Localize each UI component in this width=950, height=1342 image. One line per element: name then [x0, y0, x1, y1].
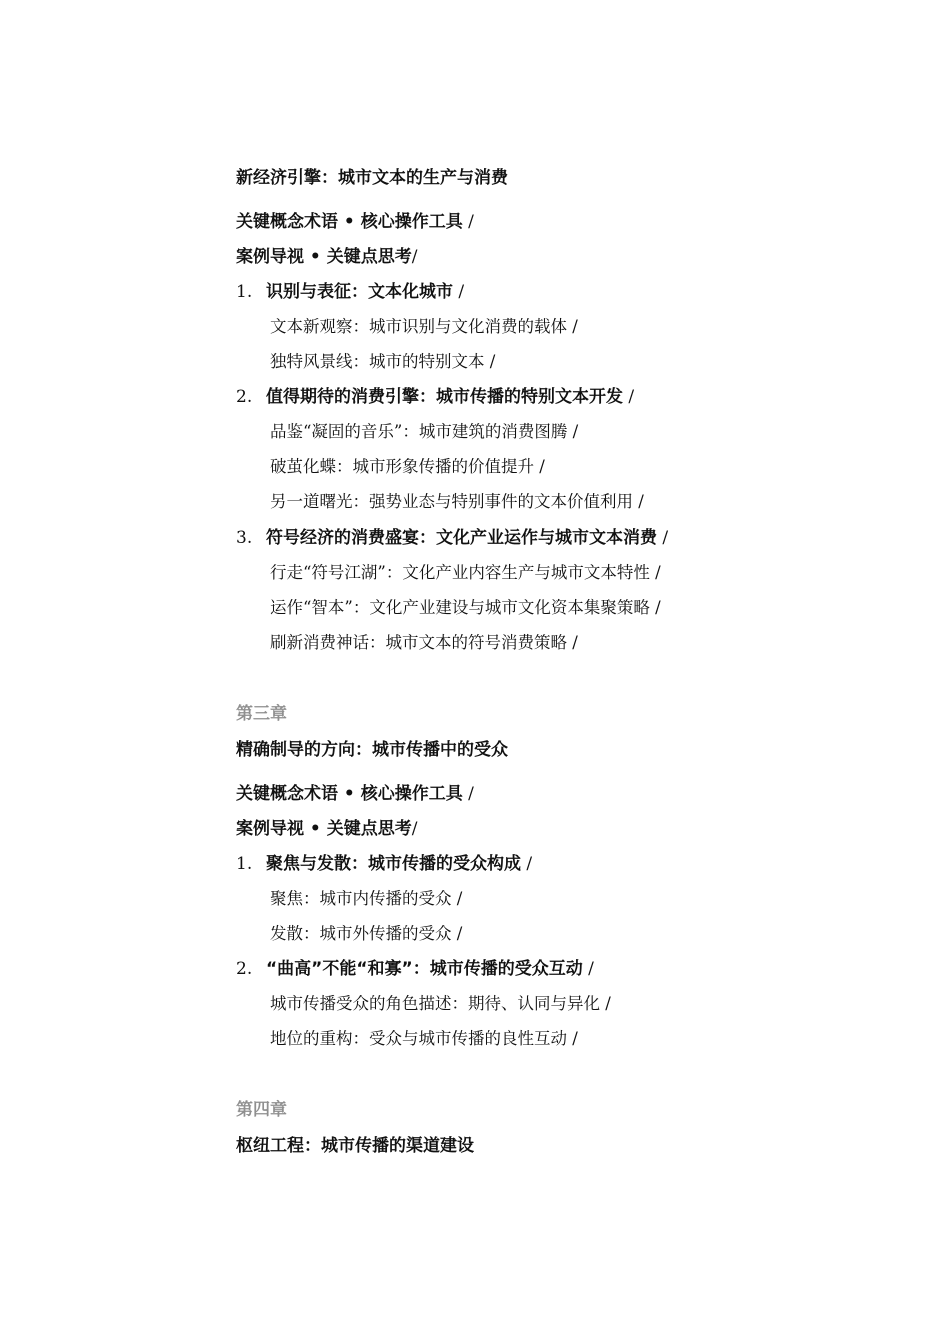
- chapter-title: 新经济引擎：城市文本的生产与消费: [236, 168, 508, 188]
- subsection-item: 地位的重构：受众与城市传播的良性互动 /: [270, 1029, 578, 1048]
- chapter-title: 枢纽工程：城市传播的渠道建设: [236, 1136, 474, 1156]
- section-heading: 3. 符号经济的消费盛宴：文化产业运作与城市文本消费 /: [236, 528, 669, 548]
- meta-line-terms: 关键概念术语 • 核心操作工具 /: [236, 784, 474, 804]
- subsection-item: 城市传播受众的角色描述：期待、认同与异化 /: [270, 994, 611, 1013]
- subsection-item: 另一道曙光：强势业态与特别事件的文本价值利用 /: [270, 492, 644, 511]
- subsection-item: 刷新消费神话：城市文本的符号消费策略 /: [270, 633, 578, 652]
- chapter-title: 精确制导的方向：城市传播中的受众: [236, 740, 508, 760]
- chapter-label: 第三章: [236, 704, 287, 724]
- subsection-item: 聚焦：城市内传播的受众 /: [270, 889, 463, 908]
- subsection-item: 品鉴“凝固的音乐”：城市建筑的消费图腾 /: [270, 422, 579, 441]
- section-heading: 1. 识别与表征：文本化城市 /: [236, 282, 465, 302]
- subsection-item: 文本新观察：城市识别与文化消费的载体 /: [270, 317, 578, 336]
- subsection-item: 运作“智本”：文化产业建设与城市文化资本集聚策略 /: [270, 598, 661, 617]
- meta-line-cases: 案例导视 • 关键点思考/: [236, 247, 418, 267]
- subsection-item: 破茧化蝶：城市形象传播的价值提升 /: [270, 457, 545, 476]
- subsection-item: 独特风景线：城市的特别文本 /: [270, 352, 496, 371]
- subsection-item: 行走“符号江湖”：文化产业内容生产与城市文本特性 /: [270, 563, 661, 582]
- section-heading: 1. 聚焦与发散：城市传播的受众构成 /: [236, 854, 533, 874]
- subsection-item: 发散：城市外传播的受众 /: [270, 924, 463, 943]
- section-heading: 2. “曲高”不能“和寡”：城市传播的受众互动 /: [236, 959, 594, 979]
- chapter-label: 第四章: [236, 1100, 287, 1120]
- section-heading: 2. 值得期待的消费引擎：城市传播的特别文本开发 /: [236, 387, 635, 407]
- meta-line-cases: 案例导视 • 关键点思考/: [236, 819, 418, 839]
- meta-line-terms: 关键概念术语 • 核心操作工具 /: [236, 212, 474, 232]
